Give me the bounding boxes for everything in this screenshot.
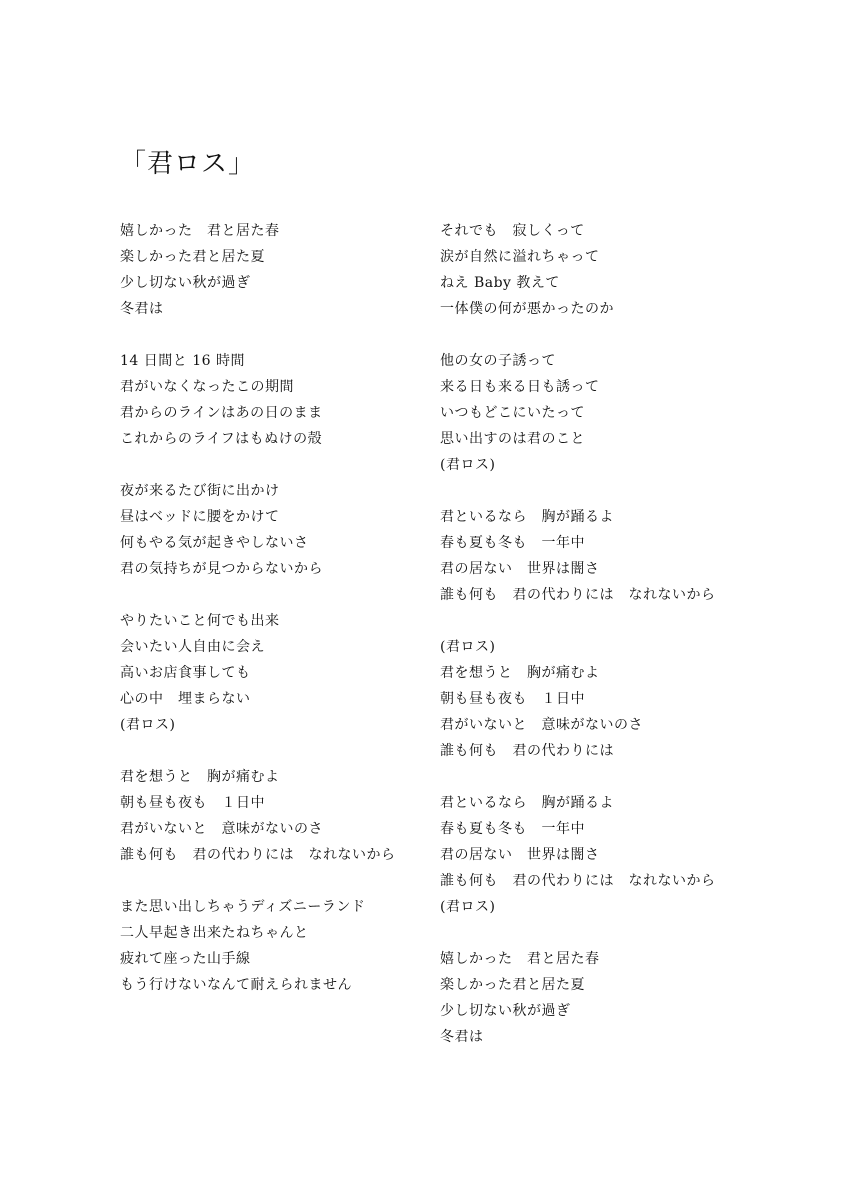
lyrics-line: これからのライフはもぬけの殻 xyxy=(120,431,323,447)
lyrics-line: 君を想うと 胸が痛むよ xyxy=(440,665,600,681)
lyrics-stanza xyxy=(440,790,740,920)
lyrics-line: 会いたい人自由に会え xyxy=(120,639,265,655)
right-lyrics-column xyxy=(440,218,740,1076)
lyrics-line: 来る日も来る日も誘って xyxy=(440,379,600,395)
lyrics-line: 高いお店食事しても xyxy=(120,665,251,681)
lyrics-line: 思い出すのは君のこと xyxy=(440,431,585,447)
lyrics-stanza xyxy=(440,946,740,1050)
lyrics-line: 君がいないと 意味がないのさ xyxy=(440,717,643,733)
lyrics-line: 君がいないと 意味がないのさ xyxy=(120,821,323,837)
lyrics-line: 冬君は xyxy=(440,1029,484,1045)
lyrics-stanza xyxy=(120,608,440,738)
lyrics-stanza xyxy=(120,894,440,998)
lyrics-stanza xyxy=(120,218,440,322)
lyrics-stanza xyxy=(120,764,440,868)
lyrics-line: もう行けないなんて耐えられません xyxy=(120,977,352,993)
lyrics-line: (君ロス) xyxy=(440,899,496,915)
lyrics-line: 誰も何も 君の代わりには なれないから xyxy=(440,873,716,889)
song-title: 「君ロス」 xyxy=(120,149,256,179)
lyrics-line: 夜が来るたび街に出かけ xyxy=(120,483,280,499)
lyrics-line: それでも 寂しくって xyxy=(440,223,585,239)
lyrics-line: 冬君は xyxy=(120,301,164,317)
lyrics-line: 二人早起き出来たねちゃんと xyxy=(120,925,309,941)
lyrics-stanza xyxy=(120,478,440,582)
lyrics-line: 少し切ない秋が過ぎ xyxy=(440,1003,571,1019)
lyrics-line: 君を想うと 胸が痛むよ xyxy=(120,769,280,785)
lyrics-line: 春も夏も冬も 一年中 xyxy=(440,535,585,551)
lyrics-line: 君といるなら 胸が踊るよ xyxy=(440,795,614,811)
lyrics-line: 疲れて座った山手線 xyxy=(120,951,251,967)
lyrics-line: 春も夏も冬も 一年中 xyxy=(440,821,585,837)
lyrics-stanza xyxy=(440,504,740,608)
lyrics-stanza xyxy=(440,218,740,322)
lyrics-line: 14 日間と 16 時間 xyxy=(120,353,245,369)
lyrics-line: 君といるなら 胸が踊るよ xyxy=(440,509,614,525)
lyrics-line: 何もやる気が起きやしないさ xyxy=(120,535,309,551)
lyrics-line: 楽しかった君と居た夏 xyxy=(120,249,265,265)
lyrics-line: 一体僕の何が悪かったのか xyxy=(440,301,614,317)
lyrics-line: 君からのラインはあの日のまま xyxy=(120,405,323,421)
lyrics-line: 嬉しかった 君と居た春 xyxy=(120,223,280,239)
lyrics-line: (君ロス) xyxy=(440,457,496,473)
lyrics-line: 君の気持ちが見つからないから xyxy=(120,561,323,577)
lyrics-stanza xyxy=(120,348,440,452)
lyrics-line: 涙が自然に溢れちゃって xyxy=(440,249,600,265)
lyrics-line: 他の女の子誘って xyxy=(440,353,556,369)
lyrics-line: 誰も何も 君の代わりには xyxy=(440,743,614,759)
lyrics-line: 誰も何も 君の代わりには なれないから xyxy=(120,847,396,863)
lyrics-line: いつもどこにいたって xyxy=(440,405,585,421)
lyrics-line: ねえ Baby 教えて xyxy=(440,275,560,291)
lyrics-line: 君の居ない 世界は闇さ xyxy=(440,561,600,577)
left-lyrics-column xyxy=(120,218,440,1024)
lyrics-line: 誰も何も 君の代わりには なれないから xyxy=(440,587,716,603)
lyrics-line: やりたいこと何でも出来 xyxy=(120,613,280,629)
lyrics-line: (君ロス) xyxy=(440,639,496,655)
lyrics-stanza xyxy=(440,634,740,764)
lyrics-stanza xyxy=(440,348,740,478)
lyrics-line: 朝も昼も夜も １日中 xyxy=(440,691,585,707)
lyrics-line: 朝も昼も夜も １日中 xyxy=(120,795,265,811)
lyrics-line: 君がいなくなったこの期間 xyxy=(120,379,294,395)
lyrics-line: 心の中 埋まらない xyxy=(120,691,251,707)
lyrics-line: 楽しかった君と居た夏 xyxy=(440,977,585,993)
lyrics-line: 君の居ない 世界は闇さ xyxy=(440,847,600,863)
lyrics-line: (君ロス) xyxy=(120,717,176,733)
lyrics-line: 少し切ない秋が過ぎ xyxy=(120,275,251,291)
lyrics-line: 嬉しかった 君と居た春 xyxy=(440,951,600,967)
lyrics-line: 昼はベッドに腰をかけて xyxy=(120,509,280,525)
lyrics-line: また思い出しちゃうディズニーランド xyxy=(120,899,366,915)
